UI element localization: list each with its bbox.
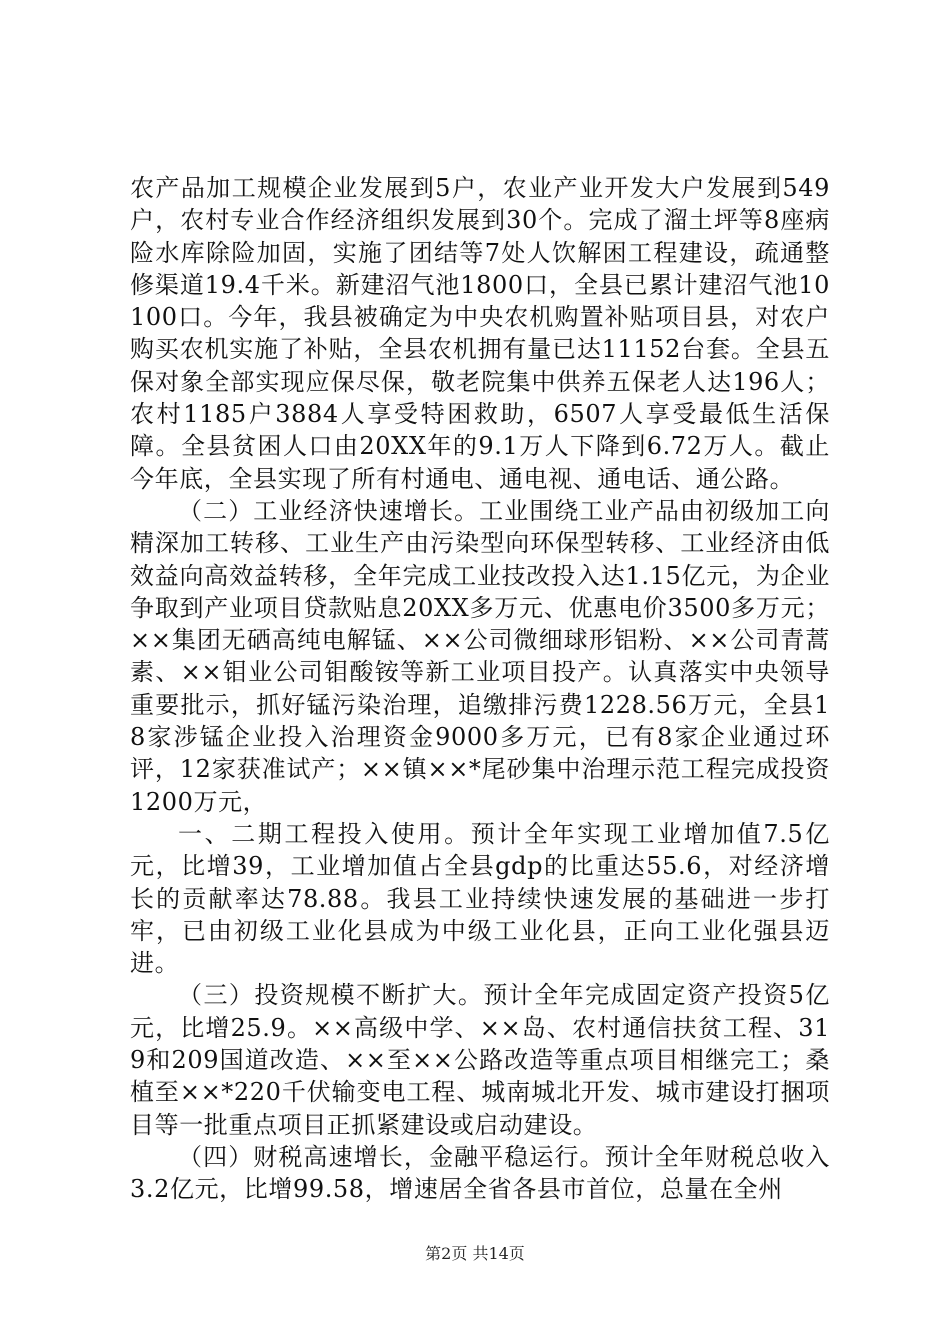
- body-text: [130, 172, 830, 1206]
- paragraph-industry-continued: 一、二期工程投入使用。预计全年实现工业增加值7.5亿元，比增39，工业增加值占全县gdp的比重达55.6，对经济增长的贡献率达78.88。我县工业持续快速发展的基础进一步打牢，已由初级工业化县成为中级工业化县，正向工业化强县迈进。: [130, 819, 830, 978]
- paragraph-finance: （四）财税高速增长，金融平稳运行。预计全年财税总收入3.2亿元，比增99.58，增速居全省各县市首位，总量在全州: [130, 1142, 830, 1204]
- page-footer: 第2页 共14页: [425, 1244, 525, 1263]
- paragraph-agriculture: 农产品加工规模企业发展到5户，农业产业开发大户发展到549户，农村专业合作经济组织发展到30个。完成了溜土坪等8座病险水库除险加固，实施了团结等7处人饮解困工程建设，疏通整修渠道19.4千米。新建沼气池1800口，全县已累计建沼气池10100口。今年，我县被确定为中央农机购置补贴项目县，对农户购买农机实施了补贴，全县农机拥有量已达11152台套。全县五保对象全部实现应保尽保，敬老院集中供养五保老人达196人；农村1185户3884人享受特困救助，6507人享受最低生活保障。全县贫困人口由20XX年的9.1万人下降到6.72万人。截止今年底，全县实现了所有村通电、通电视、通电话、通公路。: [130, 174, 830, 493]
- paragraph-investment: （三）投资规模不断扩大。预计全年完成固定资产投资5亿元，比增25.9。××高级中学、××岛、农村通信扶贫工程、319和209国道改造、××至××公路改造等重点项目相继完工；桑植至××*220千伏输变电工程、城南城北开发、城市建设打捆项目等一批重点项目正抓紧建设或启动建设。: [130, 981, 830, 1139]
- paragraph-industry: （二）工业经济快速增长。工业围绕工业产品由初级加工向精深加工转移、工业生产由污染型向环保型转移、工业经济由低效益向高效益转移，全年完成工业技改投入达1.15亿元，为企业争取到产业项目贷款贴息20XX多万元、优惠电价3500多万元；××集团无硒高纯电解锰、××公司微细球形铝粉、××公司青蒿素、××钼业公司钼酸铵等新工业项目投产。认真落实中央领导重要批示，抓好锰污染治理，追缴排污费1228.56万元，全县18家涉锰企业投入治理资金9000多万元，已有8家企业通过环评，12家获准试产；××镇××*尾砂集中治理示范工程完成投资1200万元，: [130, 496, 830, 816]
